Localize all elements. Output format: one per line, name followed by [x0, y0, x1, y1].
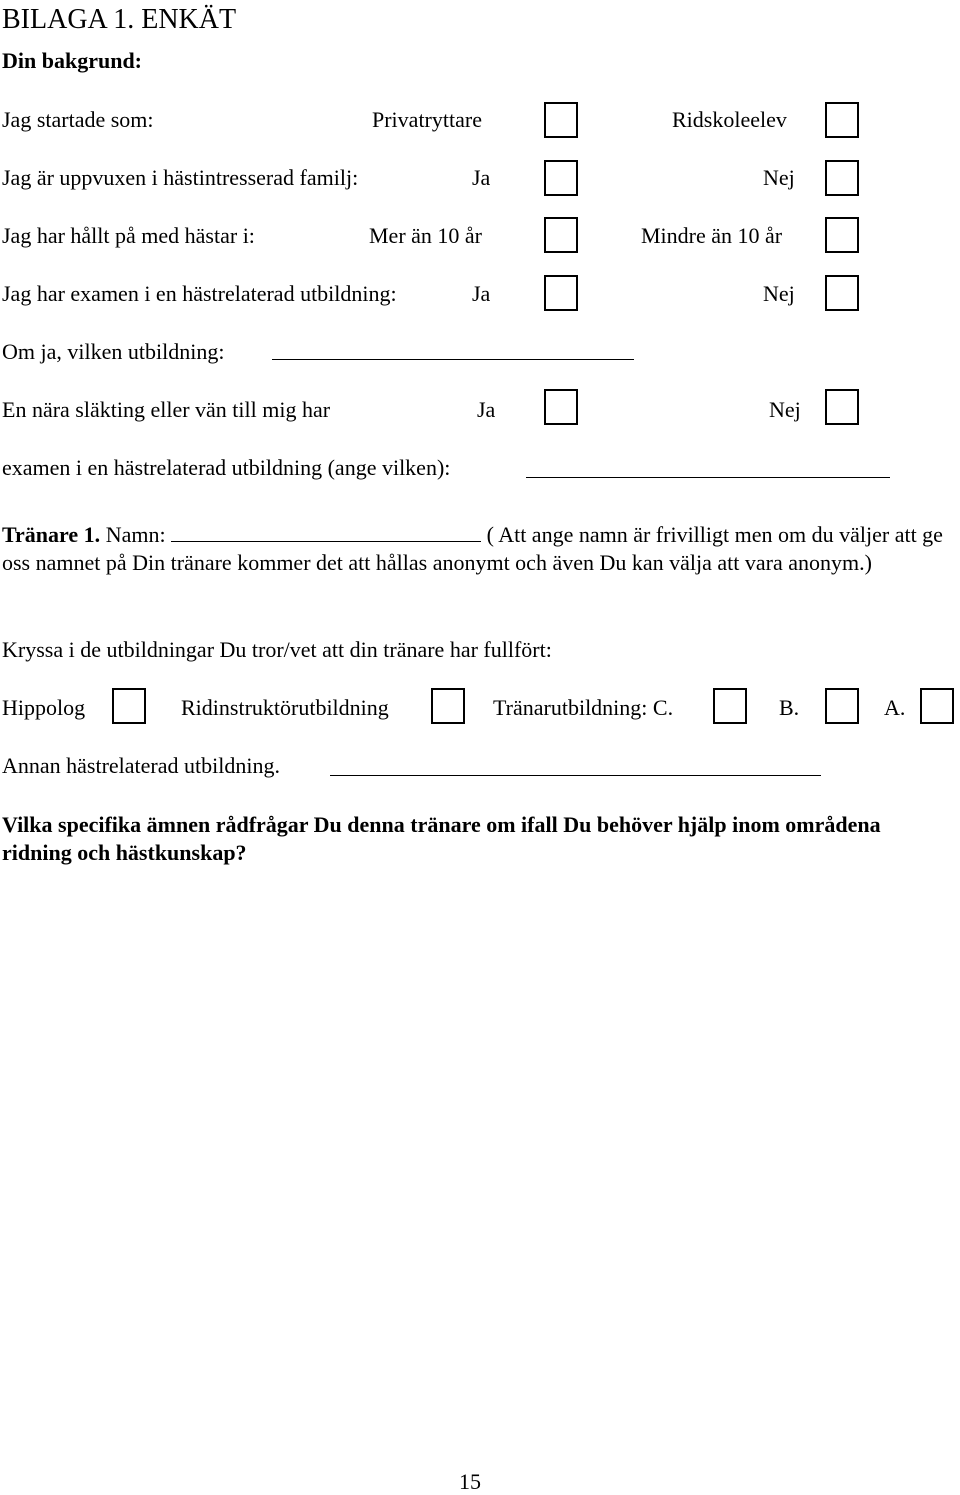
option-family-yes-label: Ja	[472, 165, 491, 190]
trainer-name-label: Namn:	[105, 522, 166, 547]
checkbox-more-10[interactable]	[544, 217, 578, 253]
section-heading: Din bakgrund:	[2, 48, 143, 73]
trainer-topics-question: Vilka specifika ämnen rådfrågar Du denna tränare om ifall Du behöver hjälp inom områdena ridning och hästkunskap?	[2, 812, 881, 865]
document-title: BILAGA 1. ENKÄT	[2, 4, 237, 35]
question-which-education-label: Om ja, vilken utbildning:	[2, 339, 225, 364]
checkbox-less-10[interactable]	[825, 217, 859, 253]
checkbox-family-no[interactable]	[825, 160, 859, 196]
question-family-label: Jag är uppvuxen i hästintresserad familj:	[2, 165, 359, 190]
trainer-anonymity-note: ( Att ange namn är frivilligt men om du väljer att ge oss namnet på Din tränare kommer det att hållas anonymt och även Du kan välja att vara anonym.)	[2, 522, 943, 575]
checkbox-tranar-b[interactable]	[825, 688, 859, 724]
trainer-paragraph	[2, 521, 952, 577]
checkbox-ridskoleelev[interactable]	[825, 102, 859, 138]
which-education-field[interactable]	[272, 359, 634, 360]
option-tranar-a-label: A.	[884, 695, 906, 720]
checkbox-privatryttare[interactable]	[544, 102, 578, 138]
option-relative-no-label: Nej	[769, 397, 801, 422]
relative-education-field[interactable]	[526, 477, 890, 478]
option-exam-no-label: Nej	[763, 281, 795, 306]
trainer-heading: Tränare 1.	[2, 522, 101, 547]
checkbox-relative-no[interactable]	[825, 389, 859, 425]
checkbox-family-yes[interactable]	[544, 160, 578, 196]
checkbox-ridinstruktor[interactable]	[431, 688, 465, 724]
trainer-name-field[interactable]	[171, 523, 481, 542]
checkbox-relative-yes[interactable]	[544, 389, 578, 425]
education-prompt: Kryssa i de utbildningar Du tror/vet att din tränare har fullfört:	[2, 637, 552, 662]
option-ridskoleelev-label: Ridskoleelev	[672, 107, 787, 132]
option-hippolog-label: Hippolog	[2, 695, 86, 720]
option-family-no-label: Nej	[763, 165, 795, 190]
option-exam-yes-label: Ja	[472, 281, 491, 306]
other-education-label: Annan hästrelaterad utbildning.	[2, 753, 280, 778]
option-tranarutbildning-c-label: Tränarutbildning: C.	[493, 695, 674, 720]
option-relative-yes-label: Ja	[477, 397, 496, 422]
question-years-label: Jag har hållt på med hästar i:	[2, 223, 255, 248]
option-more-10-label: Mer än 10 år	[369, 223, 483, 248]
question-relative-continuation: examen i en hästrelaterad utbildning (ange vilken):	[2, 455, 451, 480]
question-exam-label: Jag har examen i en hästrelaterad utbildning:	[2, 281, 397, 306]
option-tranar-b-label: B.	[779, 695, 800, 720]
checkbox-exam-yes[interactable]	[544, 275, 578, 311]
option-less-10-label: Mindre än 10 år	[641, 223, 783, 248]
checkbox-tranar-c[interactable]	[713, 688, 747, 724]
option-privatryttare-label: Privatryttare	[372, 107, 482, 132]
question-relative-label: En nära släkting eller vän till mig har	[2, 397, 331, 422]
option-ridinstruktor-label: Ridinstruktörutbildning	[181, 695, 389, 720]
question-start-label: Jag startade som:	[2, 107, 154, 132]
checkbox-hippolog[interactable]	[112, 688, 146, 724]
checkbox-tranar-a[interactable]	[920, 688, 954, 724]
other-education-field[interactable]	[330, 775, 821, 776]
page-number: 15	[459, 1469, 481, 1494]
checkbox-exam-no[interactable]	[825, 275, 859, 311]
